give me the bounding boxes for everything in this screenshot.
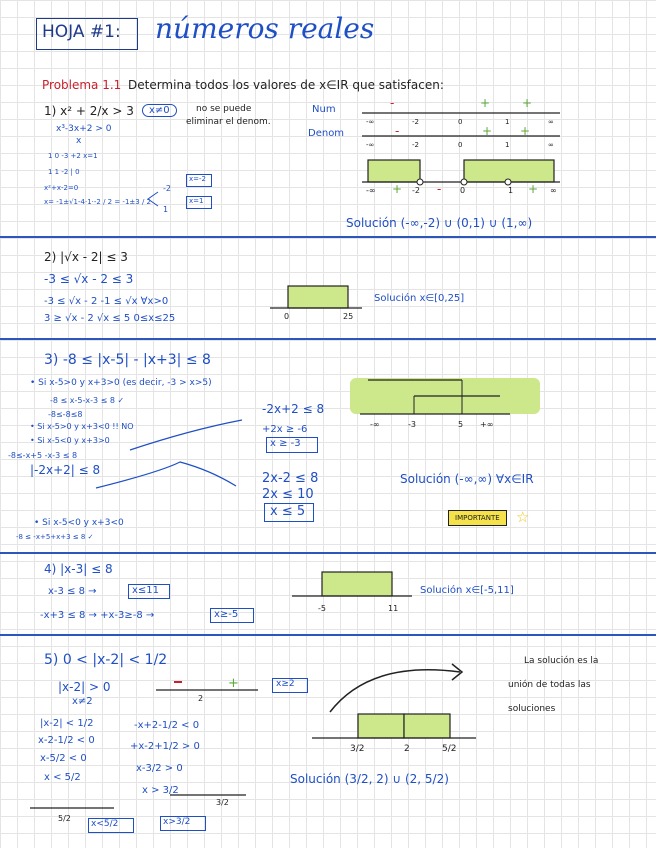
work-1a: x³-3x+2 > 0 bbox=[56, 124, 112, 134]
region-2 bbox=[288, 286, 348, 308]
root-arrow bbox=[148, 192, 158, 206]
num-label: Num bbox=[312, 104, 336, 115]
denom-label: Denom bbox=[308, 128, 345, 139]
sign-den-1: - bbox=[395, 124, 400, 138]
s3-c4b: -8 ≤ -x+5+x+3 ≤ 8 ✓ bbox=[16, 533, 94, 541]
work-1c: 1 1 -2 | 0 bbox=[48, 168, 80, 176]
tick-s3d: +∞ bbox=[480, 420, 494, 429]
s5-tick: 2 bbox=[198, 694, 204, 703]
tick-s5b: 2 bbox=[404, 744, 410, 754]
tick-s3b: -3 bbox=[408, 420, 416, 429]
ineq-2: 2) |√x - 2| ≤ 3 bbox=[44, 250, 128, 264]
note-1b: eliminar el denom. bbox=[186, 117, 271, 127]
tick-s4b: 11 bbox=[388, 604, 399, 613]
s5-l4: x < 5/2 bbox=[44, 772, 81, 783]
sign3-1: + bbox=[392, 182, 403, 196]
problem-statement: Determina todos los valores de x∈IR que satisfacen: bbox=[128, 78, 444, 92]
s5-m3: x-3/2 > 0 bbox=[136, 763, 183, 774]
tick-s3a: -∞ bbox=[370, 420, 380, 429]
ineq-1: 1) x² + 2/x > 3 bbox=[44, 104, 134, 118]
problem-heading: Problema 1.1 bbox=[42, 78, 122, 92]
flow-arrow-1 bbox=[130, 420, 242, 450]
open-pt-c bbox=[505, 179, 511, 185]
s3-c3: • Si x-5<0 y x+3>0 bbox=[30, 436, 110, 445]
work-1ab: x bbox=[76, 136, 82, 146]
work-1e: x= -1±√1-4·1·-2 / 2 = -1±3 / 2 bbox=[44, 198, 151, 206]
star-icon: ☆ bbox=[516, 508, 530, 526]
tick-3a: -∞ bbox=[366, 186, 376, 195]
s2-l1: -3 ≤ √x - 2 ≤ 3 bbox=[44, 272, 134, 286]
s5-m2: +x-2+1/2 > 0 bbox=[130, 741, 200, 752]
s4-b1: x≤11 bbox=[132, 585, 160, 596]
s5-m4: x > 3/2 bbox=[142, 785, 179, 796]
sol-4: Solución x∈[-5,11] bbox=[420, 585, 514, 596]
s4-l2: -x+3 ≤ 8 → +x-3≥-8 → bbox=[40, 610, 155, 621]
s5-note-1: La solución es la bbox=[524, 656, 599, 666]
s3-r4: 2x-2 ≤ 8 bbox=[262, 471, 319, 486]
s3-c3b: -8≤-x+5 -x-3 ≤ 8 bbox=[8, 451, 78, 460]
s3-c1c: -8≤-8≤8 bbox=[48, 410, 83, 419]
tick-2e: ∞ bbox=[548, 141, 554, 149]
region-4 bbox=[322, 572, 392, 596]
s3-c3c: |-2x+2| ≤ 8 bbox=[30, 463, 101, 477]
tick-2a: -∞ bbox=[366, 141, 375, 149]
open-pt-a bbox=[417, 179, 423, 185]
s5-note-3: soluciones bbox=[508, 704, 556, 714]
open-pt-b bbox=[461, 179, 467, 185]
tick-1b: -2 bbox=[412, 118, 419, 126]
s5-a1: |x-2| > 0 bbox=[58, 680, 111, 694]
sign-num-3: + bbox=[522, 96, 533, 110]
s3-c1b: -8 ≤ x-5-x-3 ≤ 8 ✓ bbox=[50, 396, 125, 405]
region-5a bbox=[358, 714, 404, 738]
tick-s5a: 3/2 bbox=[350, 744, 365, 754]
s3-r1: -2x+2 ≤ 8 bbox=[262, 402, 325, 416]
s5-b4: x>3/2 bbox=[163, 817, 191, 827]
tick-3e: ∞ bbox=[550, 186, 557, 195]
sign-num-2: + bbox=[480, 96, 491, 110]
s3-c1: • Si x-5>0 y x+3>0 (es decir, -3 > x>5) bbox=[30, 378, 212, 388]
sol-3: Solución (-∞,∞) ∀x∈IR bbox=[400, 472, 534, 486]
note-1a: no se puede bbox=[196, 104, 252, 114]
work-1d: x²+x-2=0 bbox=[44, 184, 79, 192]
s4-l1: x-3 ≤ 8 → bbox=[48, 586, 97, 597]
s5-t1: 5/2 bbox=[58, 814, 71, 823]
s2-l2: -3 ≤ √x - 2 -1 ≤ √x ∀x>0 bbox=[44, 296, 169, 307]
flow-arrow-2 bbox=[96, 462, 236, 488]
ineq-4: 4) |x-3| ≤ 8 bbox=[44, 562, 113, 576]
s5-a2: x≠2 bbox=[72, 696, 93, 707]
region-5b bbox=[404, 714, 450, 738]
s5-l2: x-2-1/2 < 0 bbox=[38, 735, 95, 746]
tick-1c: 0 bbox=[458, 118, 463, 126]
tick-3d: 1 bbox=[508, 186, 514, 195]
s5-b1: x≥2 bbox=[276, 679, 295, 689]
tick-s3c: 5 bbox=[458, 420, 464, 429]
tick-2b: -2 bbox=[412, 141, 419, 149]
s3-r5: 2x ≤ 10 bbox=[262, 487, 314, 502]
tick-1d: 1 bbox=[505, 118, 510, 126]
sign-den-2: + bbox=[482, 124, 493, 138]
tick-2d: 1 bbox=[505, 141, 510, 149]
sign-den-3: + bbox=[520, 124, 531, 138]
sign3-2: - bbox=[437, 182, 442, 196]
sign3-3: + bbox=[528, 182, 539, 196]
sign-num-1: - bbox=[390, 96, 395, 110]
tick-1a: -∞ bbox=[366, 118, 375, 126]
s3-r2: +2x ≥ -6 bbox=[262, 424, 308, 435]
s2-l3: 3 ≥ √x - 2 √x ≤ 5 0≤x≤25 bbox=[44, 313, 176, 324]
sol-2: Solución x∈[0,25] bbox=[374, 293, 465, 304]
region-1a bbox=[368, 160, 420, 182]
s5-l1: |x-2| < 1/2 bbox=[40, 718, 94, 729]
s3-r3: x ≥ -3 bbox=[270, 438, 301, 449]
tick-s2a: 0 bbox=[284, 312, 290, 321]
hoja-label: HOJA #1: bbox=[42, 22, 121, 42]
tick-s2b: 25 bbox=[343, 312, 354, 321]
tick-3b: -2 bbox=[412, 186, 420, 195]
root-2: 1 bbox=[163, 205, 169, 214]
big-arrow bbox=[330, 670, 460, 712]
tick-1e: ∞ bbox=[548, 118, 554, 126]
s5-l3: x-5/2 < 0 bbox=[40, 753, 87, 764]
s3-c4: • Si x-5<0 y x+3<0 bbox=[34, 518, 124, 528]
root-1: -2 bbox=[163, 184, 171, 193]
ineq-5: 5) 0 < |x-2| < 1/2 bbox=[44, 652, 168, 668]
sol-1: Solución (-∞,-2) ∪ (0,1) ∪ (1,∞) bbox=[346, 216, 533, 230]
cond-1: x≠0 bbox=[142, 104, 177, 117]
tick-3c: 0 bbox=[460, 186, 466, 195]
s5-t2: 3/2 bbox=[216, 798, 229, 807]
s5-m1: -x+2-1/2 < 0 bbox=[134, 720, 200, 731]
sign5a-pos: + bbox=[228, 676, 239, 691]
s5-note-2: unión de todas las bbox=[508, 680, 591, 690]
page-title: números reales bbox=[155, 12, 375, 45]
box-r2-text: x=1 bbox=[189, 197, 204, 205]
tick-s4a: -5 bbox=[318, 604, 326, 613]
s4-b2: x≥-5 bbox=[214, 609, 239, 620]
s5-b3: x<5/2 bbox=[91, 819, 119, 829]
tick-s5c: 5/2 bbox=[442, 744, 457, 754]
ineq-3: 3) -8 ≤ |x-5| - |x+3| ≤ 8 bbox=[44, 352, 211, 368]
work-1b: 1 0 -3 +2 x=1 bbox=[48, 152, 98, 160]
tick-2c: 0 bbox=[458, 141, 463, 149]
s3-r6: x ≤ 5 bbox=[270, 504, 306, 519]
box-r1-text: x=-2 bbox=[189, 175, 206, 183]
sol-5: Solución (3/2, 2) ∪ (2, 5/2) bbox=[290, 772, 449, 786]
s3-c2: • Si x-5>0 y x+3<0 !! NO bbox=[30, 422, 134, 431]
important-badge: IMPORTANTE bbox=[448, 510, 507, 526]
